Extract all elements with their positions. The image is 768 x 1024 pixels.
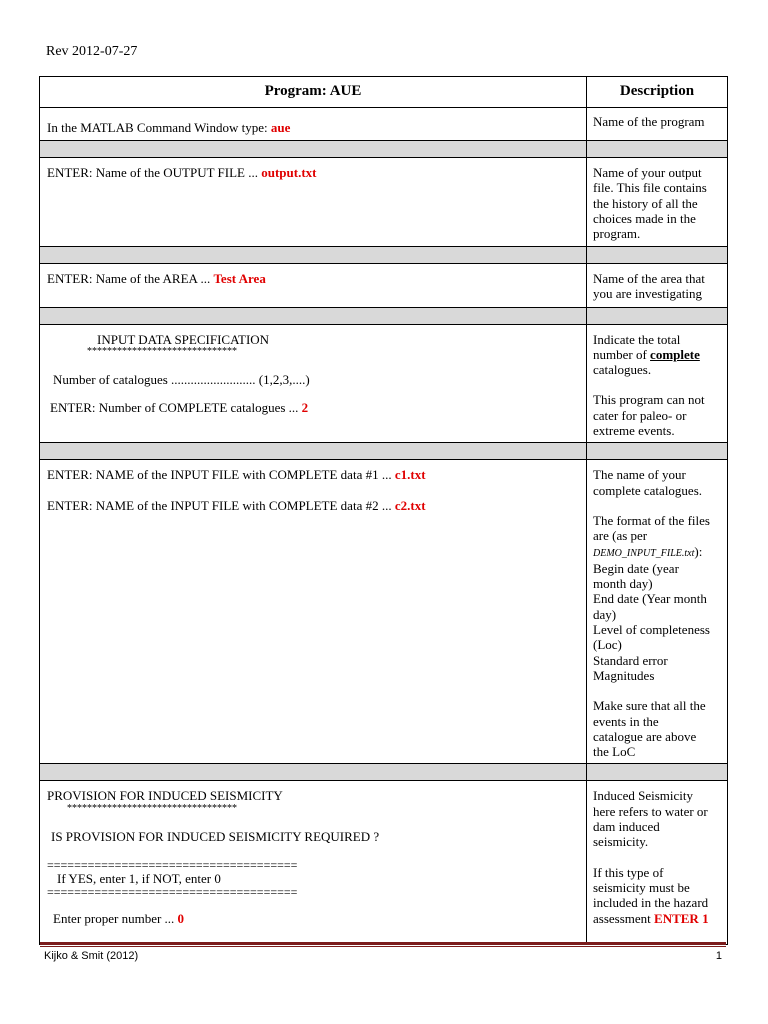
induced-seismicity-question: IS PROVISION FOR INDUCED SEISMICITY REQUIRED ? bbox=[51, 828, 380, 844]
program-table bbox=[39, 76, 728, 945]
row4-desc-text: number of bbox=[593, 346, 651, 362]
separator-row bbox=[40, 443, 728, 460]
row4-note-line: This program can not bbox=[593, 392, 705, 408]
row4-left bbox=[40, 324, 587, 443]
induced-seismicity-title: PROVISION FOR INDUCED SEISMICITY bbox=[47, 788, 283, 804]
enter-proper-text: Enter proper number ... bbox=[53, 911, 178, 927]
table-row bbox=[40, 108, 728, 141]
enter-complete-value: 2 bbox=[301, 400, 309, 416]
row5-format-item: Standard error bbox=[593, 652, 668, 668]
row5-note-line: the LoC bbox=[593, 744, 636, 760]
row6-desc-line: here refers to water or bbox=[593, 803, 708, 819]
number-of-catalogues: Number of catalogues .......................... (1,2,3,....) bbox=[53, 371, 310, 387]
row2-desc-line: program. bbox=[593, 226, 641, 242]
row5-format-line: are (as per bbox=[593, 528, 648, 544]
row6-desc-line: dam induced bbox=[593, 819, 660, 835]
row3-desc-line: you are investigating bbox=[593, 286, 703, 302]
row2-desc-line: file. This file contains bbox=[593, 180, 707, 196]
enter-complete-catalogues bbox=[47, 400, 580, 415]
separator-row bbox=[40, 764, 728, 781]
row5-format-file bbox=[593, 544, 722, 561]
separator-row bbox=[40, 141, 728, 158]
row4-desc-line: catalogues. bbox=[593, 362, 652, 378]
row2-desc-line: Name of your output bbox=[593, 165, 702, 180]
input-file-2-value: c2.txt bbox=[394, 497, 426, 513]
row5-format-item: (Loc) bbox=[593, 637, 622, 653]
table-row bbox=[40, 781, 728, 945]
row6-note-line: included in the hazard bbox=[593, 895, 709, 911]
table-header-row bbox=[40, 77, 728, 108]
input-file-1-value: c1.txt bbox=[394, 467, 426, 483]
row6-note-line: seismicity must be bbox=[593, 879, 690, 895]
row5-format-item: Begin date (year bbox=[593, 560, 679, 576]
separator-row bbox=[40, 307, 728, 324]
enter-proper-value: 0 bbox=[177, 911, 185, 927]
row4-note-line: cater for paleo- or bbox=[593, 407, 687, 423]
row5-format-item: End date (Year month bbox=[593, 591, 707, 607]
header-description: Description bbox=[587, 77, 728, 108]
header-program: Program: AUE bbox=[40, 77, 587, 108]
row5-format-item: day) bbox=[593, 606, 617, 622]
row3-left bbox=[40, 264, 587, 308]
row2-left bbox=[40, 158, 587, 247]
row5-desc-line: The name of your bbox=[593, 467, 686, 483]
row1-right bbox=[587, 108, 728, 141]
input-file-2-text: ENTER: NAME of the INPUT FILE with COMPLETE data #2 ... bbox=[47, 497, 395, 513]
row1-description: Name of the program bbox=[593, 114, 705, 129]
row5-note-line: events in the bbox=[593, 713, 659, 729]
separator-row bbox=[40, 247, 728, 264]
row3-desc-line: Name of the area that bbox=[593, 271, 705, 286]
row4-desc-line bbox=[593, 347, 722, 362]
input-spec-stars: ****************************** bbox=[87, 345, 237, 357]
row1-left bbox=[40, 108, 587, 141]
row5-format-item: Magnitudes bbox=[593, 667, 655, 683]
row1-left-text: In the MATLAB Command Window type: bbox=[47, 120, 271, 135]
revision-label: Rev 2012-07-27 bbox=[46, 44, 138, 59]
row6-desc-line: Induced Seismicity bbox=[593, 788, 694, 804]
input-file-1 bbox=[47, 467, 580, 482]
row5-format-tail: ): bbox=[694, 543, 703, 559]
row6-left bbox=[40, 781, 587, 945]
enter-proper-number bbox=[47, 911, 580, 926]
row3-right bbox=[587, 264, 728, 308]
footer-rule-thin bbox=[40, 946, 726, 947]
row6-note-red: ENTER 1 bbox=[654, 910, 709, 926]
row2-right bbox=[587, 158, 728, 247]
row5-desc-line: complete catalogues. bbox=[593, 482, 703, 498]
page-number: 1 bbox=[715, 950, 722, 962]
row1-left-value: aue bbox=[270, 120, 291, 135]
row6-note-text: assessment bbox=[593, 910, 655, 926]
rule-line: ===================================== bbox=[47, 885, 298, 900]
table-row bbox=[40, 324, 728, 443]
row6-note-line bbox=[593, 911, 722, 926]
input-spec-title: INPUT DATA SPECIFICATION bbox=[97, 331, 270, 347]
row5-format-item: month day) bbox=[593, 576, 653, 592]
row2-left-value: output.txt bbox=[261, 165, 317, 180]
demo-input-file-name: DEMO_INPUT_FILE.txt bbox=[593, 547, 695, 559]
row4-right bbox=[587, 324, 728, 443]
row6-note-line: If this type of bbox=[593, 864, 664, 880]
row4-desc-line: Indicate the total bbox=[593, 331, 681, 347]
row5-left bbox=[40, 460, 587, 764]
yes-no-instruction: If YES, enter 1, if NOT, enter 0 bbox=[57, 871, 221, 887]
induced-seismicity-stars: ********************************** bbox=[67, 802, 237, 814]
row4-desc-bold: complete bbox=[650, 346, 700, 362]
input-file-1-text: ENTER: NAME of the INPUT FILE with COMPLETE data #1 ... bbox=[47, 467, 395, 483]
table-row bbox=[40, 460, 728, 764]
rule-line: ===================================== bbox=[47, 858, 298, 873]
footer-rule bbox=[40, 942, 726, 945]
footer-citation: Kijko & Smit (2012) bbox=[44, 950, 139, 962]
row2-desc-line: the history of all the bbox=[593, 195, 698, 211]
enter-complete-text: ENTER: Number of COMPLETE catalogues ... bbox=[50, 400, 302, 416]
row2-desc-line: choices made in the bbox=[593, 210, 696, 226]
row2-left-text: ENTER: Name of the OUTPUT FILE ... bbox=[47, 165, 262, 180]
table-row bbox=[40, 264, 728, 308]
row5-format-line: The format of the files bbox=[593, 512, 710, 528]
row5-note-line: catalogue are above bbox=[593, 728, 697, 744]
row5-note-line: Make sure that all the bbox=[593, 698, 706, 714]
row5-right bbox=[587, 460, 728, 764]
row5-format-item: Level of completeness bbox=[593, 622, 710, 638]
row4-note-line: extreme events. bbox=[593, 423, 675, 439]
row3-left-text: ENTER: Name of the AREA ... bbox=[47, 271, 214, 286]
row6-desc-line: seismicity. bbox=[593, 834, 649, 850]
row6-right bbox=[587, 781, 728, 945]
input-file-2 bbox=[47, 498, 580, 513]
table-row bbox=[40, 158, 728, 247]
row3-left-value: Test Area bbox=[213, 271, 266, 286]
